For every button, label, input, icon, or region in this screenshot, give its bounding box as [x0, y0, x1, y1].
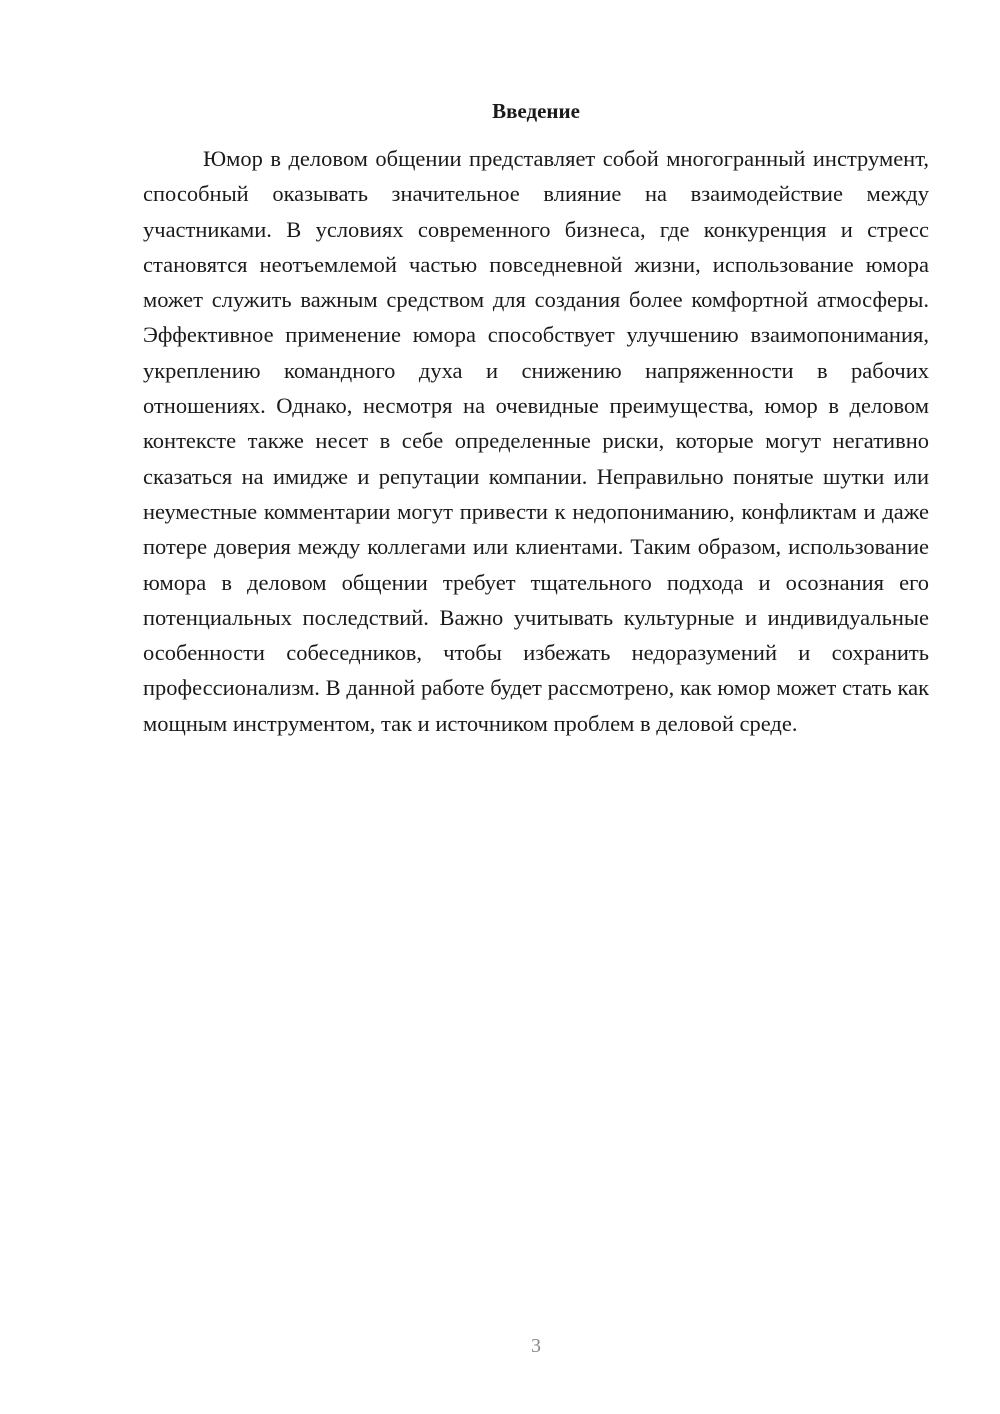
page-number: 3	[531, 1335, 541, 1357]
section-heading: Введение	[492, 99, 580, 123]
introduction-paragraph: Юмор в деловом общении представляет собой многогранный инструмент, способный оказывать значительное влияние на взаимодействие между участниками. В условиях современного бизнеса, где конкуренция и стресс становятся неотъемлемой частью повседневной жизни, использование юмора может служить важным средством для создания более комфортной атмосферы. Эффективное применение юмора способствует улучшению взаимопонимания, укреплению командного духа и снижению напряженности в рабочих отношениях. Однако, несмотря на очевидные преимущества, юмор в деловом контексте также несет в себе определенные риски, которые могут негативно сказаться на имидже и репутации компании. Неправильно понятые шутки или неуместные комментарии могут привести к недопониманию, конфликтам и даже потере доверия между коллегами или клиентами. Таким образом, использование юмора в деловом общении требует тщательного подхода и осознания его потенциальных последствий. Важно учитывать культурные и индивидуальные особенности собеседников, чтобы избежать недоразумений и сохранить профессионализм. В данной работе будет рассмотрено, как юмор может стать как мощным инструментом, так и источником проблем в деловой среде.	[143, 146, 929, 736]
